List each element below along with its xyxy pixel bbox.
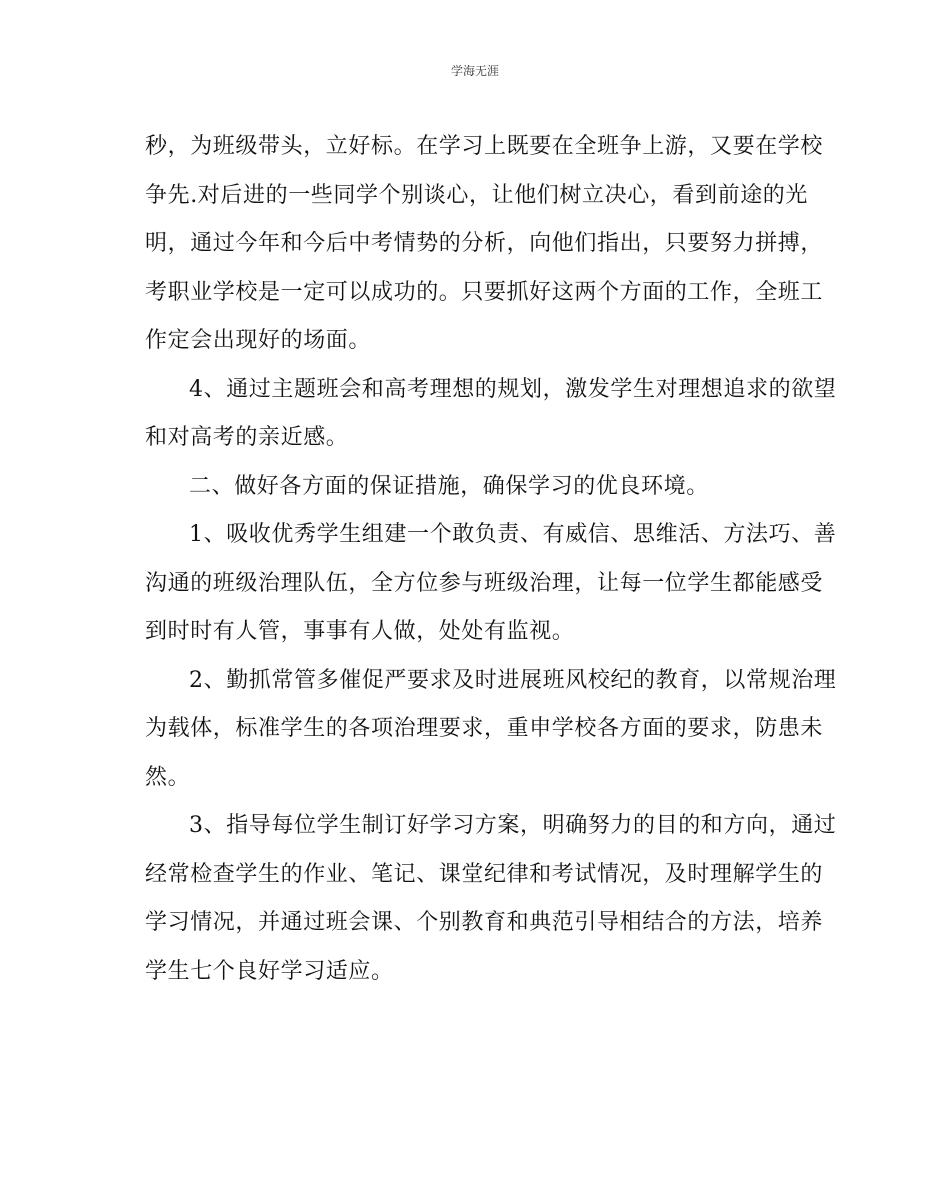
text-line: 秒，为班级带头，立好标。在学习上既要在全班争上游，又要在学校	[145, 134, 824, 159]
page-header: 学海无涯	[450, 64, 499, 78]
text-line: 明，通过今年和今后中考情势的分析，向他们指出，只要努力拼搏，	[145, 231, 824, 256]
paragraph-item-4	[145, 366, 837, 463]
text-line: 到时时有人管，事事有人做，处处有监视。	[145, 619, 575, 644]
text-line: 争先.对后进的一些同学个别谈心，让他们树立决心，看到前途的光	[145, 182, 808, 208]
paragraph-item-3	[145, 802, 837, 996]
text-line: 1、吸收优秀学生组建一个敢负责、有威信、思维活、方法巧、善	[189, 522, 837, 547]
paragraph-continuation	[145, 123, 824, 366]
text-line: 2、勤抓常管多催促严要求及时进展班风校纪的教育，以常规治理	[189, 667, 837, 693]
text-line: 作定会出现好的场面。	[145, 328, 372, 353]
paragraph-item-2	[145, 657, 837, 803]
text-line: 沟通的班级治理队伍，全方位参与班级治理，让每一位学生都能感受	[145, 570, 824, 596]
document-body	[145, 123, 837, 996]
text-line: 和对高考的亲近感。	[145, 425, 349, 450]
text-line: 为载体，标准学生的各项治理要求，重申学校各方面的要求，防患未	[145, 716, 824, 741]
section-heading-2	[145, 463, 810, 512]
text-line: 学生七个良好学习适应。	[145, 958, 394, 984]
text-line: 考职业学校是一定可以成功的。只要抓好这两个方面的工作，全班工	[145, 279, 824, 305]
paragraph-item-1	[145, 511, 837, 657]
text-line: 4、通过主题班会和高考理想的规划，激发学生对理想追求的欲望	[189, 376, 837, 402]
text-line: 然。	[145, 764, 191, 790]
text-line: 学习情况，并通过班会课、个别教育和典范引导相结合的方法，培养	[145, 910, 824, 935]
text-line: 3、指导每位学生制订好学习方案，明确努力的目的和方向，通过	[189, 813, 837, 838]
text-line: 二、做好各方面的保证措施，确保学习的优良环境。	[189, 473, 709, 499]
text-line: 经常检查学生的作业、笔记、课堂纪律和考试情况，及时理解学生的	[145, 861, 824, 887]
